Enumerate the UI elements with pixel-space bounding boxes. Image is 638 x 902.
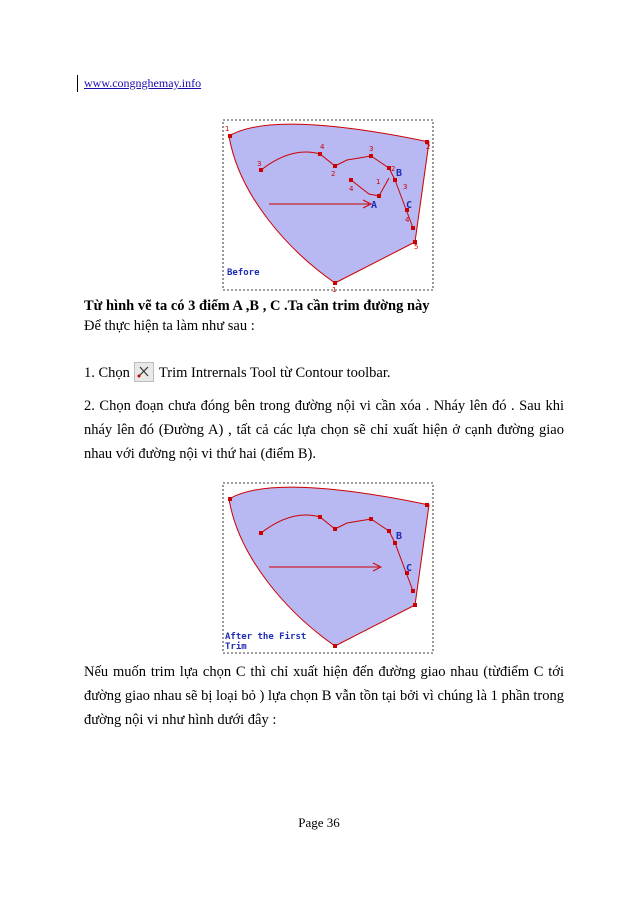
figure-before-num: 4 <box>405 216 410 224</box>
figure-before-num: 2 <box>426 143 431 151</box>
label-c: C <box>406 563 413 574</box>
header-rule <box>77 75 78 92</box>
figure-before-num: 3 <box>369 145 374 153</box>
figure-before-num: 3 <box>257 160 262 168</box>
figure-before-drawing <box>219 116 437 294</box>
figure-before <box>219 116 437 294</box>
step1-suffix: Trim Intrernals Tool từ Contour toolbar. <box>158 365 391 381</box>
label-a: A <box>371 200 378 211</box>
figure-before-num: 1 <box>225 125 230 133</box>
figure-before-num: 4 <box>320 143 325 151</box>
caption-before: Before <box>227 268 260 278</box>
figure-before-num: 4 <box>349 185 354 193</box>
label-b: B <box>396 168 403 179</box>
title: Từ hình vẽ ta có 3 điểm A ,B , C .Ta cần trim đường này <box>84 298 430 314</box>
caption-after-line1: After the First <box>225 632 307 642</box>
figure-before-num: 1 <box>376 178 381 186</box>
step2: 2. Chọn đoạn chưa đóng bên trong đường nội vi cần xóa . Nháy lên đó . Sau khi nháy lên đó (Đường A) , tất cả các lựa chọn sẽ chỉ xuất hiện ở cạnh đường giao nhau với đường nội vi thứ hai (điểm B). <box>84 398 564 462</box>
paragraph-3: Nếu muốn trim lựa chọn C thì chỉ xuất hiện đến đường giao nhau (từđiểm C tới đường giao nhau sẽ bị loại bỏ ) lựa chọn B vẫn tồn tại bởi vì chúng là 1 phần trong đường nội vi như hình dưới đây : <box>84 664 564 728</box>
page-number: Page 36 <box>298 815 340 830</box>
step1-prefix: 1. Chọn <box>84 365 130 381</box>
figure-after-first-trim <box>219 479 437 657</box>
trim-internals-tool-icon <box>134 362 154 382</box>
figure-before-num: 1 <box>332 286 337 294</box>
figure-before-num: 5 <box>414 243 419 251</box>
figure-before-num: 2 <box>391 165 396 173</box>
figure-before-num: 3 <box>403 183 408 191</box>
label-b: B <box>396 531 403 542</box>
label-c: C <box>406 200 413 211</box>
caption-after-line2: Trim <box>225 642 247 652</box>
step1 <box>84 361 564 386</box>
figure-after-drawing <box>219 479 437 657</box>
website-link[interactable]: www.congnghemay.info <box>84 76 202 90</box>
figure-before-num: 2 <box>331 170 336 178</box>
intro-text: Để thực hiện ta làm như sau : <box>84 318 255 334</box>
